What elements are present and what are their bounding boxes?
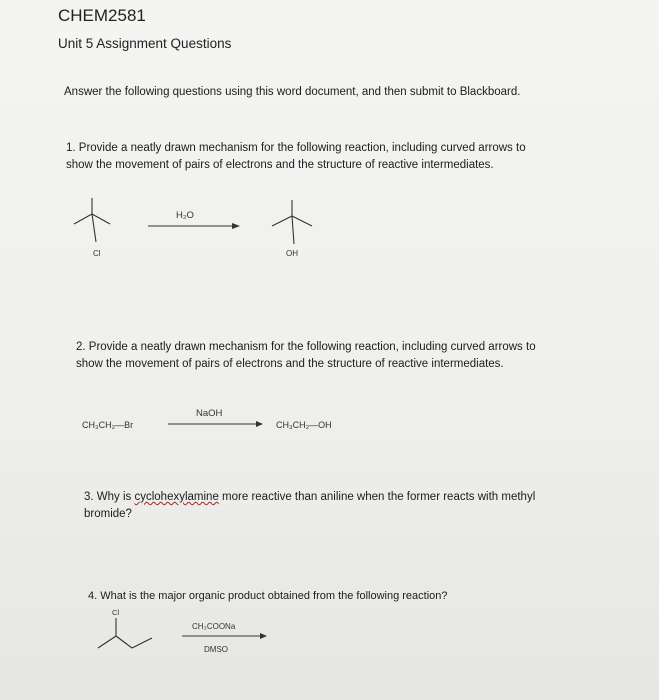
q4-reagent-bottom: DMSO bbox=[204, 645, 228, 654]
q3-spellcheck-word: cyclohexylamine bbox=[134, 491, 219, 503]
question-4-text: 4. What is the major organic product obtained from the following reaction? bbox=[88, 590, 448, 602]
question-1-line-2: show the movement of pairs of electrons and the structure of reactive intermediates. bbox=[66, 159, 494, 171]
q1-product-structure bbox=[272, 200, 312, 244]
q3-text-post: more reactive than aniline when the former reacts with methyl bbox=[218, 491, 536, 503]
q4-reaction-scheme bbox=[92, 606, 292, 666]
q1-reagent: H₂O bbox=[176, 210, 194, 221]
question-3-line-2: bromide? bbox=[84, 508, 132, 520]
q4-reagent-top: CH₃COONa bbox=[192, 622, 236, 631]
question-1-line-1: 1. Provide a neatly drawn mechanism for the following reaction, including curved arrows to bbox=[66, 142, 526, 154]
unit-subtitle: Unit 5 Assignment Questions bbox=[58, 36, 232, 51]
q4-reactant-structure bbox=[98, 618, 152, 648]
q2-reagent: NaOH bbox=[196, 408, 223, 419]
q1-arrowhead bbox=[232, 223, 240, 229]
q2-reaction-scheme bbox=[80, 400, 380, 440]
q4-arrowhead bbox=[260, 633, 267, 639]
q2-arrowhead bbox=[256, 421, 263, 427]
q1-reactant-label: Cl bbox=[93, 249, 101, 258]
q1-reactant-structure bbox=[74, 198, 110, 242]
q1-product-label: OH bbox=[286, 249, 298, 258]
q2-reactant: CH₃CH₂—Br bbox=[82, 420, 134, 430]
intro-instructions: Answer the following questions using this word document, and then submit to Blackboard. bbox=[64, 86, 521, 98]
question-3-line-1 bbox=[84, 489, 535, 506]
q4-reactant-label: Cl bbox=[112, 608, 120, 617]
q2-product: CH₃CH₂—OH bbox=[276, 420, 332, 430]
q3-text-pre: 3. Why is bbox=[84, 491, 135, 503]
course-title: CHEM2581 bbox=[58, 6, 146, 25]
q1-reaction-scheme bbox=[60, 190, 340, 270]
question-2-line-2: show the movement of pairs of electrons and the structure of reactive intermediates. bbox=[76, 358, 504, 370]
question-2-line-1: 2. Provide a neatly drawn mechanism for the following reaction, including curved arrows to bbox=[76, 341, 536, 353]
